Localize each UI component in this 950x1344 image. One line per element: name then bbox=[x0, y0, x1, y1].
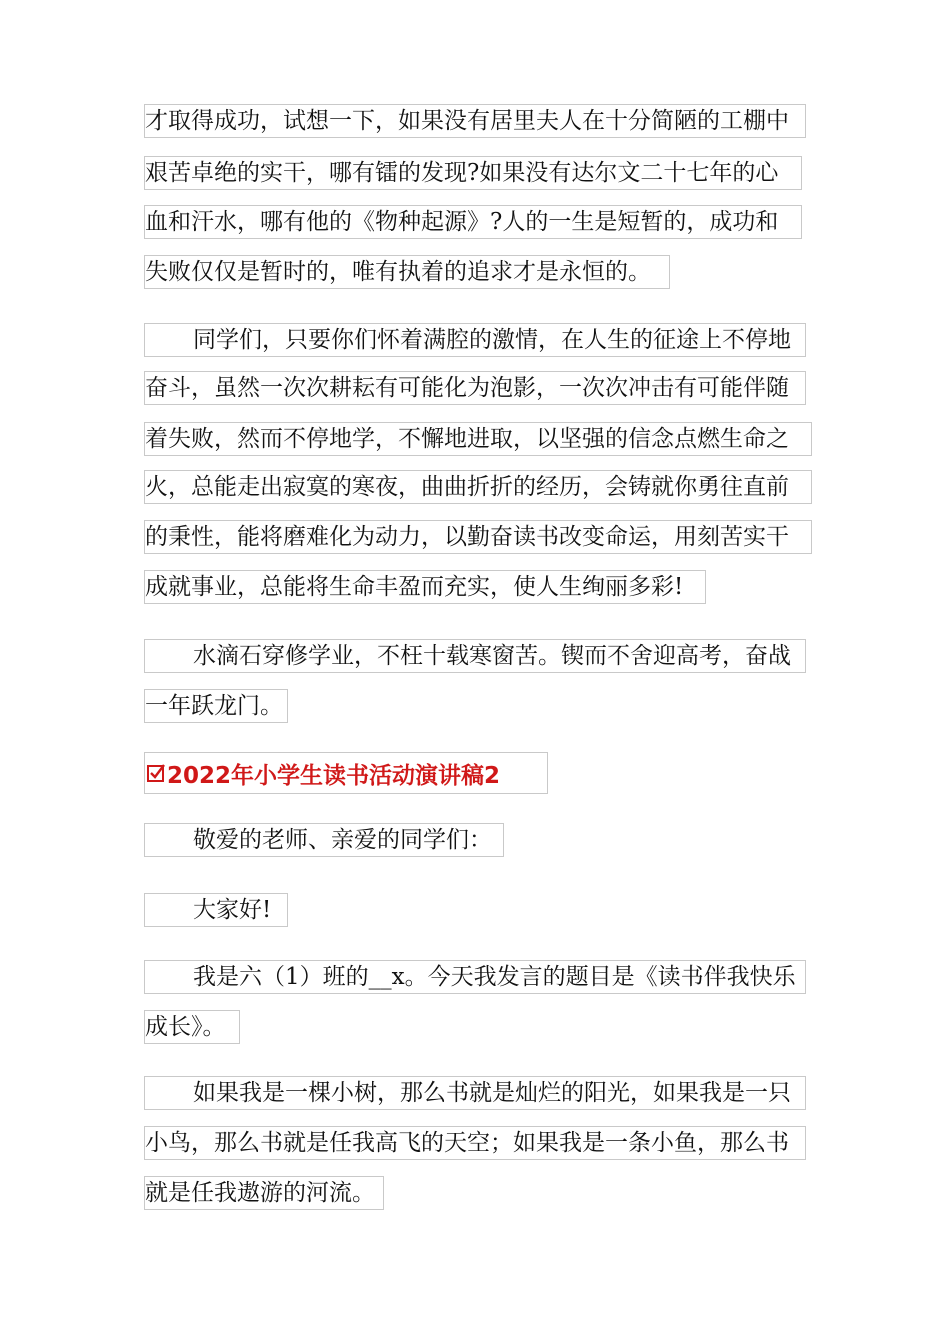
paragraph-line: 火，总能走出寂寞的寒夜，曲曲折折的经历，会铸就你勇往直前 bbox=[144, 470, 812, 504]
section-heading bbox=[144, 752, 548, 794]
paragraph-line: 小鸟，那么书就是任我高飞的天空；如果我是一条小鱼，那么书 bbox=[144, 1126, 806, 1160]
paragraph-line: 奋斗，虽然一次次耕耘有可能化为泡影，一次次冲击有可能伴随 bbox=[144, 371, 806, 405]
paragraph-line: 成就事业，总能将生命丰盈而充实，使人生绚丽多彩! bbox=[144, 570, 706, 604]
checkbox-checked-icon bbox=[147, 764, 165, 782]
paragraph-line: 才取得成功，试想一下，如果没有居里夫人在十分简陋的工棚中 bbox=[144, 104, 806, 138]
paragraph-line: 血和汗水，哪有他的《物种起源》?人的一生是短暂的，成功和 bbox=[144, 205, 802, 239]
paragraph-line: 着失败，然而不停地学，不懈地进取，以坚强的信念点燃生命之 bbox=[144, 422, 812, 456]
paragraph-line: 成长》。 bbox=[144, 1010, 240, 1044]
paragraph-line: 失败仅仅是暂时的，唯有执着的追求才是永恒的。 bbox=[144, 255, 670, 289]
paragraph-line: 就是任我遨游的河流。 bbox=[144, 1176, 384, 1210]
section-heading-title: 2022年小学生读书活动演讲稿2 bbox=[167, 762, 501, 789]
paragraph-line: 同学们，只要你们怀着满腔的激情，在人生的征途上不停地 bbox=[144, 323, 806, 357]
paragraph-line: 如果我是一棵小树，那么书就是灿烂的阳光，如果我是一只 bbox=[144, 1076, 806, 1110]
paragraph-line: 一年跃龙门。 bbox=[144, 689, 288, 723]
paragraph-line: 我是六（1）班的__x。今天我发言的题目是《读书伴我快乐 bbox=[144, 960, 806, 994]
paragraph-line: 的秉性，能将磨难化为动力，以勤奋读书改变命运，用刻苦实干 bbox=[144, 520, 812, 554]
paragraph-line: 水滴石穿修学业，不枉十载寒窗苦。锲而不舍迎高考，奋战 bbox=[144, 639, 806, 673]
paragraph-line: 大家好! bbox=[144, 893, 288, 927]
paragraph-line: 艰苦卓绝的实干，哪有镭的发现?如果没有达尔文二十七年的心 bbox=[144, 156, 802, 190]
paragraph-line: 敬爱的老师、亲爱的同学们： bbox=[144, 823, 504, 857]
